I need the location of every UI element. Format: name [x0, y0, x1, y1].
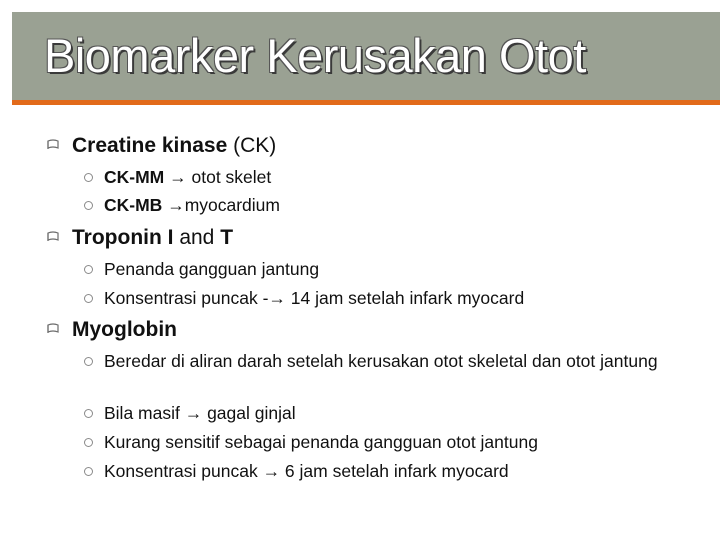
scroll-bullet-icon — [46, 138, 60, 152]
sub-bullet-text: Penanda gangguan jantung — [104, 259, 320, 279]
circle-bullet-icon — [84, 201, 93, 210]
scroll-bullet-icon — [46, 230, 60, 244]
circle-bullet-icon — [84, 467, 93, 476]
sub-bullet-text: CK-MB →myocardium — [104, 195, 280, 215]
circle-bullet-icon — [84, 438, 93, 447]
sub-bullet-text: Konsentrasi puncak → 6 jam setelah infark myocard — [104, 461, 509, 481]
circle-bullet-icon — [84, 265, 93, 274]
circle-bullet-icon — [84, 294, 93, 303]
sub-bullet-text: Beredar di aliran darah setelah kerusakan otot skeletal dan otot jantung — [104, 351, 658, 371]
bullet-label: Myoglobin — [72, 318, 177, 341]
circle-bullet-icon — [84, 173, 93, 182]
sub-bullet-text: CK-MM → otot skelet — [104, 167, 272, 187]
sub-bullet-text: Konsentrasi puncak -→ 14 jam setelah infark myocard — [104, 288, 525, 308]
sub-bullet-text: Kurang sensitif sebagai penanda gangguan otot jantung — [104, 432, 538, 452]
circle-bullet-icon — [84, 357, 93, 366]
circle-bullet-icon — [84, 409, 93, 418]
scroll-bullet-icon — [46, 322, 60, 336]
sub-bullet-text: Bila masif → gagal ginjal — [104, 403, 296, 423]
bullet-label: Creatine kinase (CK) — [72, 134, 277, 157]
bullet-label: Troponin I and T — [72, 226, 234, 249]
slide-title: Biomarker Kerusakan Otot — [44, 29, 586, 82]
